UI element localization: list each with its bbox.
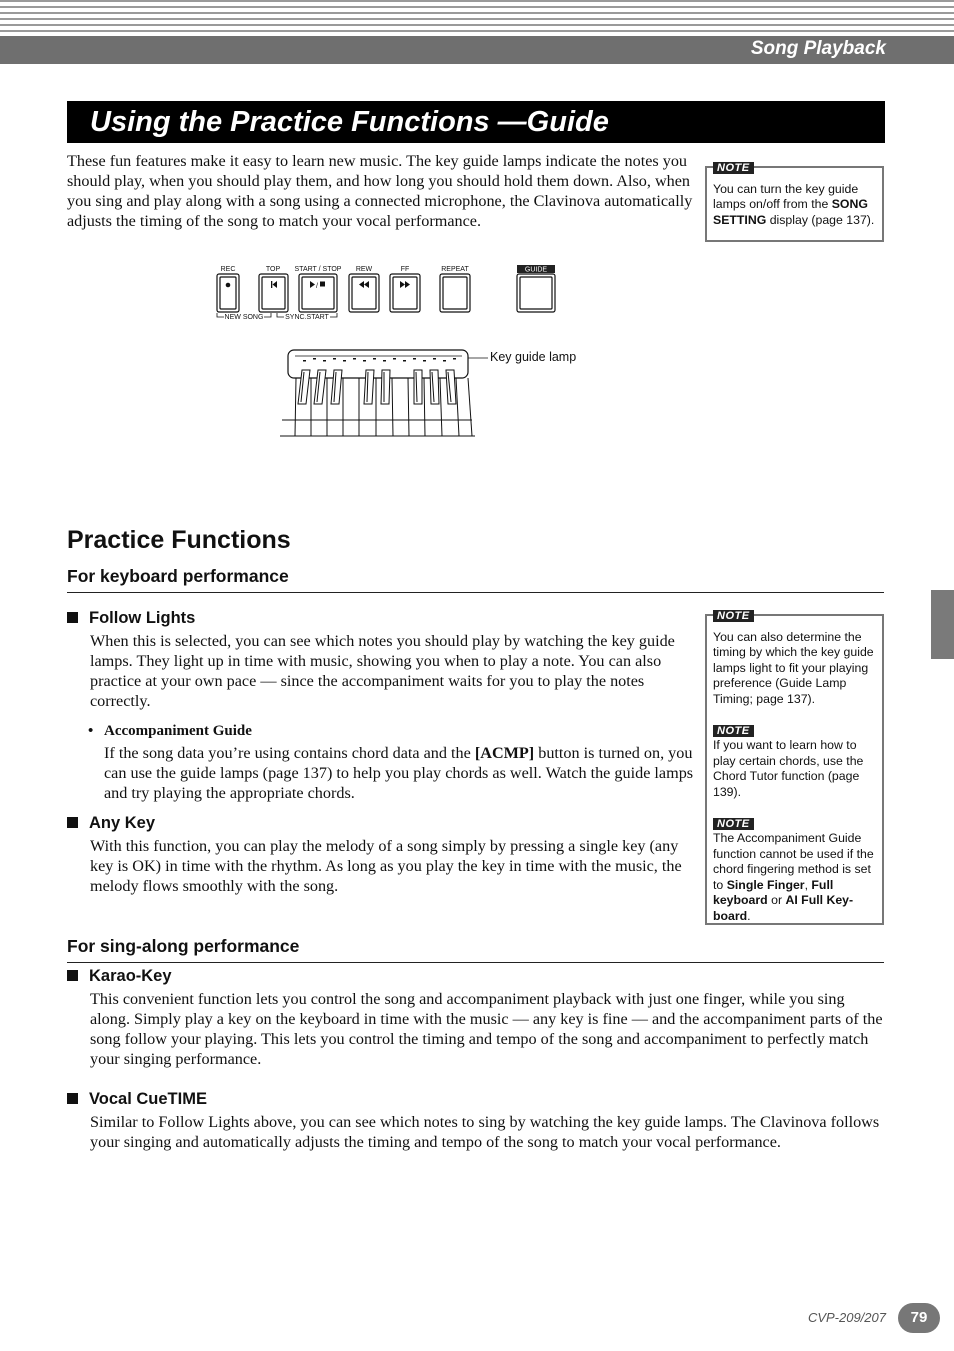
chapter-tab bbox=[931, 590, 954, 659]
note-box-1: NOTE You can turn the key guide lamps on/off from the SONG SETTING display (page 137). bbox=[705, 166, 884, 242]
label-rew: REW bbox=[355, 266, 373, 273]
note-icon: NOTE bbox=[713, 725, 754, 737]
label-sync-start: SYNC.START bbox=[285, 314, 329, 321]
section-title: Song Playback bbox=[750, 38, 886, 59]
follow-lights-heading: Follow Lights bbox=[67, 609, 195, 628]
white-keys bbox=[280, 378, 475, 436]
lamp-strip bbox=[288, 350, 468, 378]
square-bullet-icon bbox=[67, 817, 78, 828]
square-bullet-icon bbox=[67, 1093, 78, 1104]
label-start-stop: START / STOP bbox=[294, 266, 342, 273]
follow-lights-text: When this is selected, you can see which notes you should play by watching the key guide lamps. They light up in time with music, showing you when to play a note. You can also practice at your own pace — since the accompaniment waits for you to play the notes correctly. bbox=[90, 632, 675, 710]
label-top: TOP bbox=[265, 266, 281, 273]
model-number: CVP-209/207 bbox=[807, 1310, 886, 1325]
any-key-text: With this function, you can play the melody of a song simply by pressing a single key (any key is OK) in time with the rhythm. As long as you play the key in time with the music, the melody flows smoothly with the song. bbox=[90, 837, 682, 895]
note-icon: NOTE bbox=[713, 610, 754, 622]
label-new-song: NEW SONG bbox=[224, 314, 264, 321]
note-box-2: NOTE You can also determine the timing by which the key guide lamps light to fit your playing preference (Guide Lamp Timing; page 137). NOTE If you want to learn how to play certain chords, use the Chord Tutor function (page 139). NOTE The Accompaniment Guide function cannot be used if the chord fingering method is set to Single Finger, Full keyboard or AI Full Key-board. bbox=[705, 614, 884, 925]
label-ff: FF bbox=[400, 266, 410, 273]
keyboard-performance-heading: For keyboard performance bbox=[67, 566, 289, 586]
page-number: 79 bbox=[898, 1303, 940, 1333]
any-key-heading: Any Key bbox=[67, 814, 155, 833]
top-icon bbox=[271, 281, 272, 288]
key-guide-lamp-label: Key guide lamp bbox=[490, 350, 577, 364]
square-bullet-icon bbox=[67, 612, 78, 623]
accomp-guide-bullet: • bbox=[88, 723, 94, 739]
accomp-guide-title: Accompaniment Guide bbox=[104, 723, 252, 739]
divider bbox=[67, 592, 884, 593]
note-icon: NOTE bbox=[713, 818, 754, 830]
vocal-cuetime-heading: Vocal CueTIME bbox=[67, 1090, 207, 1109]
karao-key-heading: Karao-Key bbox=[67, 967, 172, 986]
label-rec: REC bbox=[220, 266, 236, 273]
page-title: Using the Practice Functions —Guide bbox=[90, 106, 609, 138]
vocal-cuetime-text: Similar to Follow Lights above, you can see which notes to sing by watching the key guide lamps. The Clavinova follows your singing and automatically adjusts the timing and tempo of the song to match your vocal performance. bbox=[90, 1113, 880, 1151]
svg-text:/: / bbox=[316, 283, 318, 290]
practice-functions-heading: Practice Functions bbox=[67, 526, 291, 554]
karao-key-text: This convenient function lets you control the song and accompaniment playback with just one finger, while you sing along. Simply play a key on the keyboard in time with the music — any key is fine — and the accompaniment parts of the song follow your playing. This lets you control the timing and tempo of the song and accompaniment to perfectly match your singing performance. bbox=[90, 990, 883, 1068]
intro-paragraph: These fun features make it easy to learn new music. The key guide lamps indicate the notes you should play, when you should play them, and how long you should hold them down. Also, when you sing and play along with a song using a connected microphone, the Clavinova automatically adjusts the timing of the song to match your vocal performance. bbox=[67, 152, 693, 230]
divider bbox=[67, 962, 884, 963]
sing-along-heading: For sing-along performance bbox=[67, 936, 300, 956]
header-stripes bbox=[0, 0, 954, 36]
note-icon: NOTE bbox=[713, 162, 754, 174]
square-bullet-icon bbox=[67, 970, 78, 981]
label-repeat: REPEAT bbox=[441, 266, 469, 273]
accomp-guide-text: If the song data you’re using contains chord data and the [ACMP] button is turned on, you can use the guide lamps (page 137) to help you play chords as well. Watch the guide lamps and try playing the appropriate chords. bbox=[104, 744, 694, 802]
rec-icon bbox=[226, 283, 231, 288]
label-guide: GUIDE bbox=[524, 266, 548, 274]
stop-icon bbox=[320, 282, 325, 287]
